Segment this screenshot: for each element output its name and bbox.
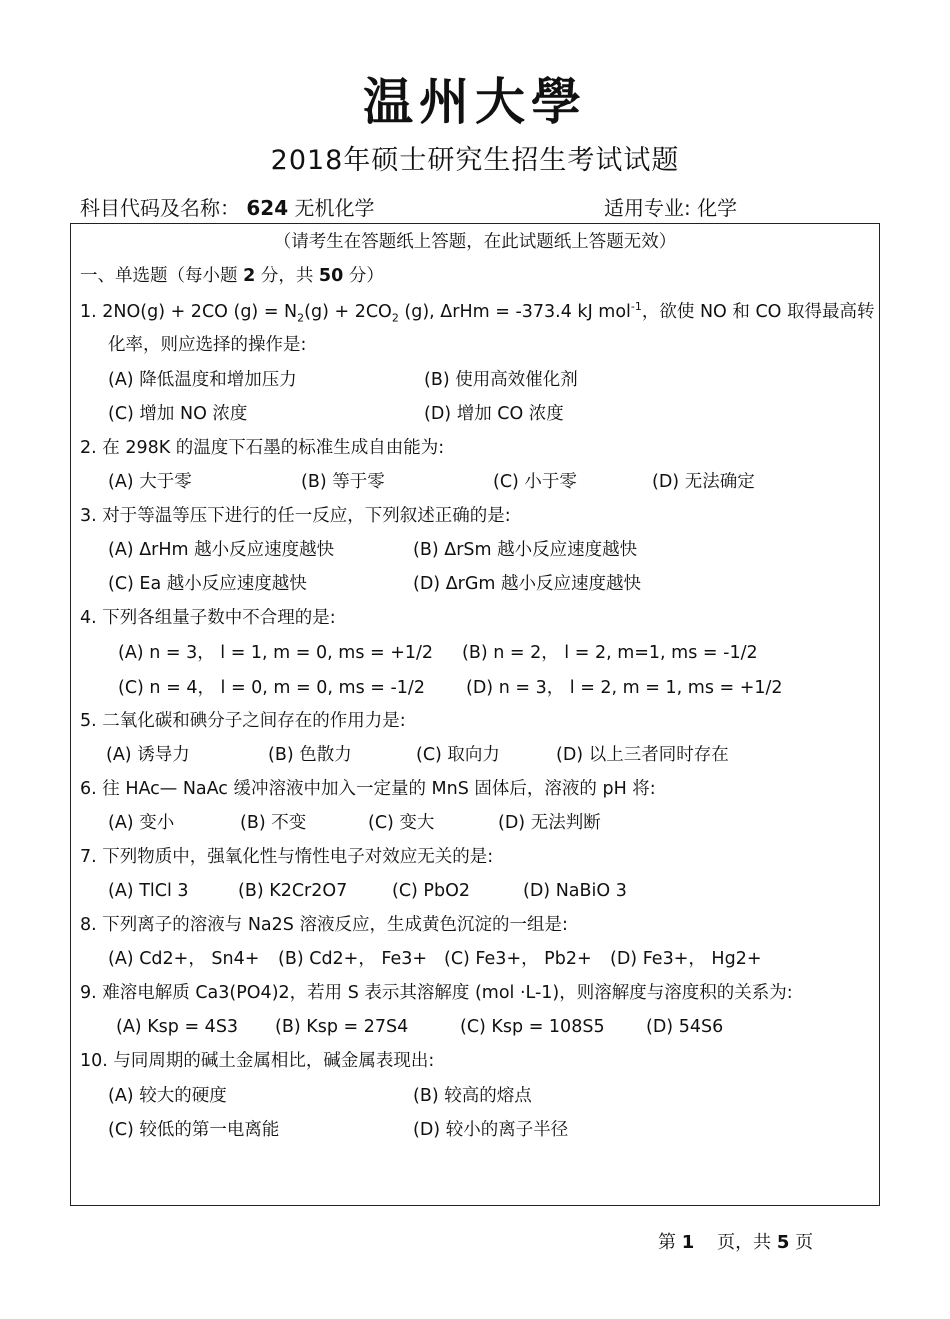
exam-title: 2018年硕士研究生招生考试试题 (270, 145, 680, 176)
major-name: 化学 (697, 196, 738, 220)
q1-option-b: (B) 使用高效催化剂 (424, 370, 578, 390)
q9-option-b: (B) Ksp = 27S4 (275, 1017, 409, 1037)
q6-option-b: (B) 不变 (240, 813, 307, 833)
q8-option-c: (C) Fe3+， Pb2+ (444, 949, 592, 969)
page-number: 1 (681, 1232, 695, 1253)
question-8-stem: 8. 下列离子的溶液与 Na2S 溶液反应，生成黄色沉淀的一组是: (80, 915, 568, 935)
question-10-stem: 10. 与同周期的碱土金属相比，碱金属表现出: (80, 1051, 435, 1071)
page-total: 5 (776, 1232, 790, 1253)
subject-code: 624 (246, 196, 289, 220)
university-logo: 温州大學 (363, 72, 587, 131)
q5-option-b: (B) 色散力 (268, 745, 352, 765)
q1-option-a: (A) 降低温度和增加压力 (108, 370, 297, 390)
question-7-stem: 7. 下列物质中，强氧化性与惰性电子对效应无关的是: (80, 847, 494, 867)
q10-option-c: (C) 较低的第一电离能 (108, 1120, 280, 1140)
question-4-stem: 4. 下列各组量子数中不合理的是: (80, 608, 336, 628)
q3-option-a: (A) ΔrHm 越小反应速度越快 (108, 540, 335, 560)
q6-option-a: (A) 变小 (108, 813, 175, 833)
q4-option-d: (D) n = 3， l = 2, m = 1, ms = +1/2 (466, 678, 783, 698)
q9-option-a: (A) Ksp = 4S3 (116, 1017, 239, 1037)
question-9-stem: 9. 难溶电解质 Ca3(PO4)2，若用 S 表示其溶解度 (mol ·L-1)，则溶解度与溶度积的关系为: (80, 983, 793, 1003)
q3-option-b: (B) ΔrSm 越小反应速度越快 (413, 540, 638, 560)
subject-name: 无机化学 (294, 196, 375, 220)
q4-option-a: (A) n = 3， l = 1, m = 0, ms = +1/2 (118, 643, 434, 663)
q1-option-c: (C) 增加 NO 浓度 (108, 404, 248, 424)
answer-notice: （请考生在答题纸上答题，在此试题纸上答题无效） (273, 232, 677, 252)
q2-option-a: (A) 大于零 (108, 472, 192, 492)
q10-option-a: (A) 较大的硬度 (108, 1086, 227, 1106)
major-label: 适用专业: (604, 196, 691, 220)
q6-option-d: (D) 无法判断 (498, 813, 601, 833)
q5-option-d: (D) 以上三者同时存在 (556, 745, 729, 765)
question-1-stem: 1. 2NO(g) + 2CO $(g) = N_2(g) + 2CO_2$ (g), ΔrHm = -373.4 kJ mol$^{-1}$，欲使 NO 和 CO 取得最高转 (80, 300, 875, 325)
question-6-stem: 6. 往 HAc— NaAc 缓冲溶液中加入一定量的 MnS 固体后，溶液的 pH 将: (80, 779, 656, 799)
q9-option-c: (C) Ksp = 108S5 (460, 1017, 605, 1037)
question-3-stem: 3. 对于等温等压下进行的任一反应，下列叙述正确的是: (80, 506, 511, 526)
q10-option-b: (B) 较高的熔点 (413, 1086, 532, 1106)
q1-option-d: (D) 增加 CO 浓度 (424, 404, 564, 424)
q2-option-d: (D) 无法确定 (652, 472, 755, 492)
q3-option-d: (D) ΔrGm 越小反应速度越快 (413, 574, 642, 594)
q6-option-c: (C) 变大 (368, 813, 435, 833)
q7-option-d: (D) NaBiO 3 (523, 881, 627, 901)
q8-option-b: (B) Cd2+， Fe3+ (278, 949, 428, 969)
q7-option-c: (C) PbO2 (392, 881, 471, 901)
q4-option-c: (C) n = 4， l = 0, m = 0, ms = -1/2 (118, 678, 425, 698)
q8-option-d: (D) Fe3+， Hg2+ (610, 949, 762, 969)
q2-option-b: (B) 等于零 (301, 472, 385, 492)
q2-option-c: (C) 小于零 (493, 472, 577, 492)
section-heading: 一、单选题（每小题 2 分，共 50 分） (80, 266, 384, 286)
subject-label: 科目代码及名称： (80, 196, 240, 220)
subject-row (80, 192, 870, 222)
q7-option-a: (A) TlCl 3 (108, 881, 189, 901)
major-info (604, 192, 737, 221)
question-1-stem-cont: 化率，则应选择的操作是: (108, 335, 307, 355)
page-footer: 第 1 页，共 5 页 (658, 1232, 814, 1253)
q5-option-c: (C) 取向力 (416, 745, 500, 765)
q4-option-b: (B) n = 2， l = 2, m=1, ms = -1/2 (462, 643, 758, 663)
question-2-stem: 2. 在 298K 的温度下石墨的标准生成自由能为: (80, 438, 445, 458)
subject-info (80, 192, 374, 221)
q10-option-d: (D) 较小的离子半径 (413, 1120, 569, 1140)
question-5-stem: 5. 二氧化碳和碘分子之间存在的作用力是: (80, 711, 406, 731)
q9-option-d: (D) 54S6 (646, 1017, 724, 1037)
q8-option-a: (A) Cd2+， Sn4+ (108, 949, 260, 969)
q3-option-c: (C) Ea 越小反应速度越快 (108, 574, 307, 594)
q5-option-a: (A) 诱导力 (106, 745, 190, 765)
q7-option-b: (B) K2Cr2O7 (238, 881, 348, 901)
